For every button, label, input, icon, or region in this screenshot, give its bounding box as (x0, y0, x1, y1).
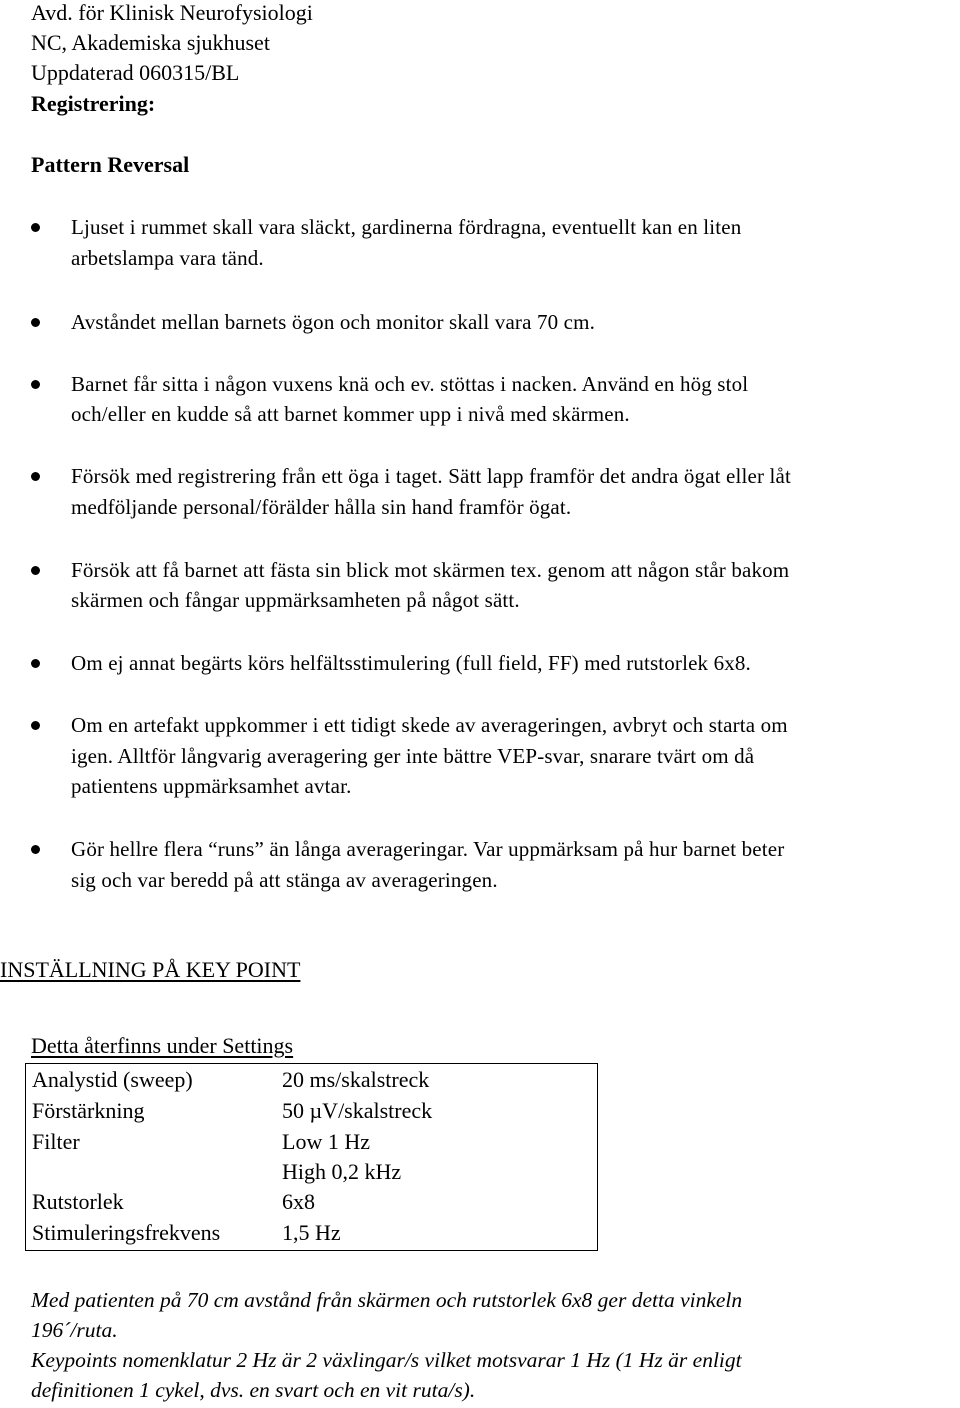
table-cell-label: Stimuleringsfrekvens (32, 1220, 221, 1245)
list-item-text: Gör hellre flera “runs” än långa averageringar. Var uppmärksam på hur barnet beter (71, 837, 785, 861)
note-text: 196´/ruta. (31, 1318, 118, 1342)
list-item-text: skärmen och fångar uppmärksamheten på något sätt. (71, 588, 520, 612)
bullet-icon (31, 659, 40, 668)
bullet-icon (31, 223, 40, 232)
list-item-text: Försök att få barnet att fästa sin blick mot skärmen tex. genom att någon står bakom (71, 558, 790, 582)
page-subtitle: Pattern Reversal (31, 152, 190, 177)
table-cell-label: Förstärkning (32, 1098, 145, 1123)
bullet-icon (31, 380, 40, 389)
bullet-icon (31, 318, 40, 327)
table-cell-value: 6x8 (282, 1189, 315, 1214)
list-item-text: Om en artefakt uppkommer i ett tidigt skede av averageringen, avbryt och starta om (71, 713, 788, 737)
department-name: Avd. för Klinisk Neurofysiologi (31, 0, 313, 25)
table-cell-label: Analystid (sweep) (32, 1067, 193, 1092)
table-cell-value: 20 ms/skalstreck (282, 1067, 430, 1092)
list-item-text: sig och var beredd på att stänga av averageringen. (71, 868, 498, 892)
table-cell-value: Low 1 Hz (282, 1129, 370, 1154)
bullet-icon (31, 566, 40, 575)
table-cell-value: 50 µV/skalstreck (282, 1098, 433, 1123)
list-item-text: arbetslampa vara tänd. (71, 246, 264, 270)
list-item-text: Försök med registrering från ett öga i taget. Sätt lapp framför det andra ögat eller låt (71, 464, 791, 488)
list-item-text: Om ej annat begärts körs helfältsstimulering (full field, FF) med rutstorlek 6x8. (71, 651, 751, 675)
list-item-text: Avståndet mellan barnets ögon och monitor skall vara 70 cm. (71, 310, 595, 334)
note-text: Keypoints nomenklatur 2 Hz är 2 växlingar/s vilket motsvarar 1 Hz (1 Hz är enligt (31, 1348, 742, 1372)
list-item-text: igen. Alltför långvarig averagering ger inte bättre VEP-svar, snarare tvärt om då (71, 744, 755, 768)
settings-table (25, 1063, 598, 1251)
settings-heading: INSTÄLLNING PÅ KEY POINT (0, 957, 301, 982)
updated-label: Uppdaterad 060315/BL (31, 60, 240, 85)
bullet-icon (31, 472, 40, 481)
list-item-text: Ljuset i rummet skall vara släckt, gardinerna fördragna, eventuellt kan en liten (71, 215, 742, 239)
table-cell-value: High 0,2 kHz (282, 1159, 402, 1184)
list-item-text: Barnet får sitta i någon vuxens knä och ev. stöttas i nacken. Använd en hög stol (71, 372, 749, 396)
list-item-text: medföljande personal/förälder hålla sin hand framför ögat. (71, 495, 572, 519)
table-cell-value: 1,5 Hz (282, 1220, 341, 1245)
table-cell-label: Filter (32, 1129, 80, 1154)
settings-intro: Detta återfinns under Settings (31, 1033, 294, 1058)
bullet-icon (31, 845, 40, 854)
note-text: definitionen 1 cykel, dvs. en svart och en vit ruta/s). (31, 1378, 476, 1402)
table-cell-label: Rutstorlek (32, 1189, 124, 1214)
bullet-icon (31, 721, 40, 730)
hospital-name: NC, Akademiska sjukhuset (31, 30, 270, 55)
list-item-text: patientens uppmärksamhet avtar. (71, 774, 352, 798)
list-item-text: och/eller en kudde så att barnet kommer upp i nivå med skärmen. (71, 402, 630, 426)
section-title: Registrering: (31, 91, 156, 116)
note-text: Med patienten på 70 cm avstånd från skärmen och rutstorlek 6x8 ger detta vinkeln (31, 1288, 743, 1312)
